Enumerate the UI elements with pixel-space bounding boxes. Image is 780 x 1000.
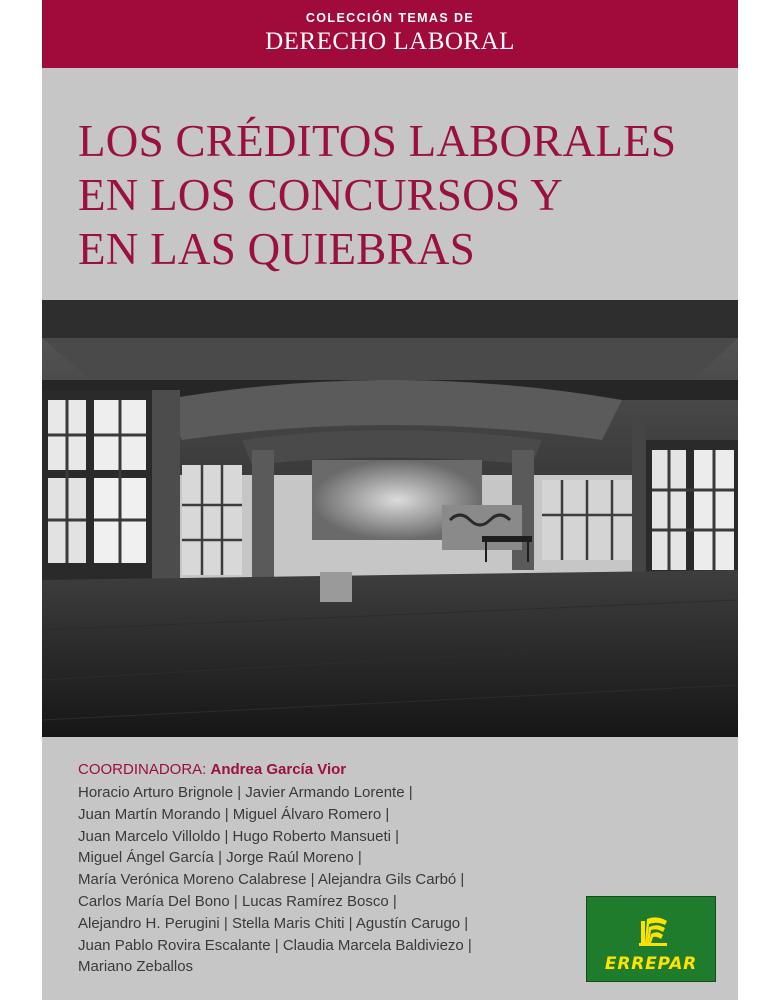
publisher-logo <box>586 896 716 982</box>
publisher-name: ERREPAR <box>604 954 698 974</box>
author-line: Miguel Ángel García | Jorge Raúl Moreno | <box>78 849 362 867</box>
author-line: Alejandro H. Perugini | Stella Maris Chiti | Agustín Carugo | <box>78 914 469 932</box>
author-line: Mariano Zeballos <box>78 958 194 976</box>
series-label: COLECCIÓN TEMAS DE <box>305 11 475 25</box>
author-line: Horacio Arturo Brignole | Javier Armando Lorente | <box>78 784 413 801</box>
author-line: Carlos María Del Bono | Lucas Ramírez Bosco | <box>78 892 397 910</box>
cover-photo <box>42 300 738 737</box>
book-title <box>78 114 718 276</box>
coordinator-name: Andrea García Vior <box>210 761 347 778</box>
series-banner <box>42 0 738 68</box>
coordinator-label: COORDINADORA: <box>78 761 207 778</box>
author-line: Juan Martín Morando | Miguel Álvaro Romero | <box>78 805 390 823</box>
series-name: DERECHO LABORAL <box>265 28 515 55</box>
title-line: LOS CRÉDITOS LABORALES <box>78 116 677 166</box>
author-line: Juan Pablo Rovira Escalante | Claudia Marcela Baldiviezo | <box>78 936 472 954</box>
book-cover <box>42 0 738 1000</box>
author-line: Juan Marcelo Villoldo | Hugo Roberto Mansueti | <box>78 827 400 845</box>
author-line: María Verónica Moreno Calabrese | Alejandra Gils Carbó | <box>78 871 465 889</box>
title-line: EN LOS CONCURSOS Y <box>78 170 564 220</box>
authors-list <box>78 782 548 978</box>
title-line: EN LAS QUIEBRAS <box>78 224 476 274</box>
coordinator <box>78 761 346 778</box>
